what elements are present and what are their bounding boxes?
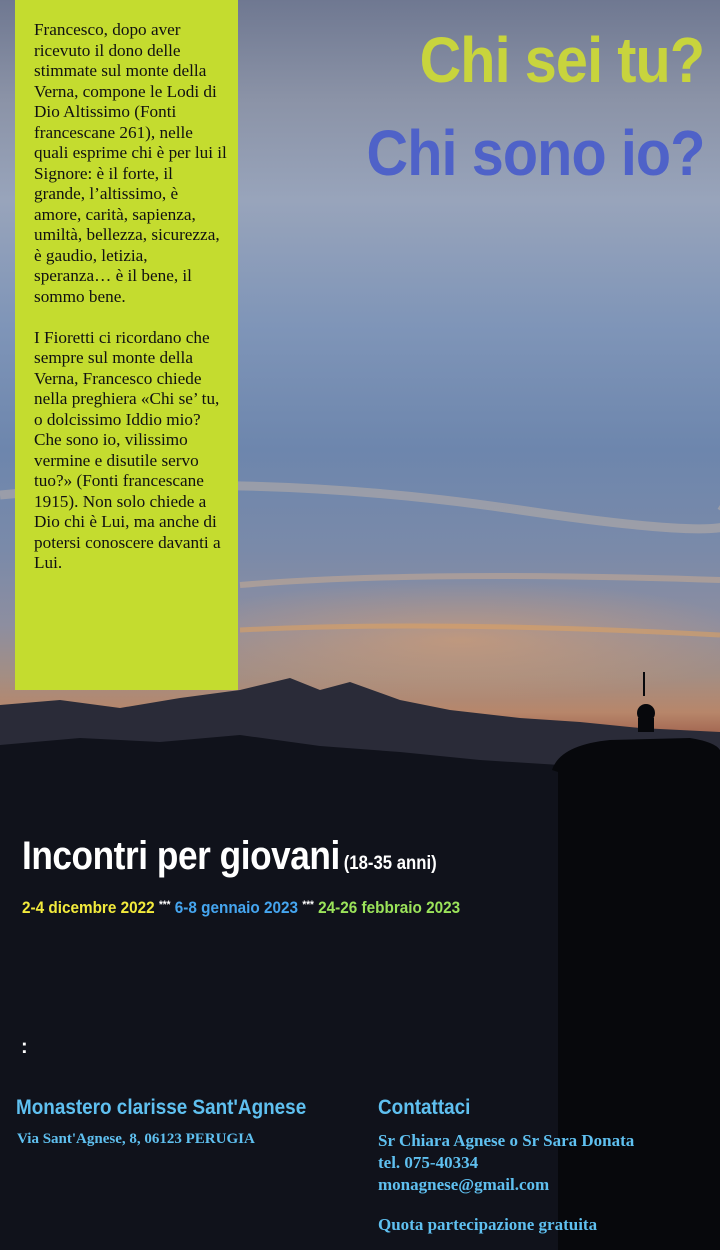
- date-3: 24-26 febbraio 2023: [318, 898, 461, 917]
- title-line-1: Chi sei tu?: [419, 24, 704, 96]
- intro-text-box: [15, 0, 238, 690]
- participation-fee: Quota partecipazione gratuita: [378, 1215, 598, 1234]
- contact-email: monagnese@gmail.com: [378, 1175, 550, 1194]
- colon-mark: :: [21, 1036, 28, 1058]
- event-heading: [22, 834, 437, 879]
- contacts-heading: Contattaci: [378, 1096, 471, 1119]
- contact-phone: tel. 075-40334: [378, 1153, 479, 1172]
- date-2: 6-8 gennaio 2023: [174, 898, 299, 917]
- monastery-address: Via Sant'Agnese, 8, 06123 PERUGIA: [17, 1131, 255, 1147]
- sunset-glow: [160, 580, 720, 700]
- monastery-name: Monastero clarisse Sant'Agnese: [16, 1096, 307, 1119]
- event-age-range: (18-35 anni): [343, 853, 437, 874]
- bell-tower-silhouette: [552, 672, 720, 1250]
- title-line-2: Chi sono io?: [366, 117, 704, 189]
- contact-names: Sr Chiara Agnese o Sr Sara Donata: [378, 1131, 635, 1150]
- intro-paragraph-2: I Fioretti ci ricordano che sempre sul monte della Verna, Francesco chiede nella preghiera «Chi se’ tu, o dolcissimo Iddio mio? Che sono io, vilissimo vermine e disutile servo tuo?» (Fonti francescane 1915). Non solo chiede a Dio chi è Lui, ma anche di potersi conoscere davanti a Lui.: [34, 327, 221, 572]
- date-separator: ***: [158, 899, 171, 911]
- event-title: Incontri per giovani: [22, 834, 340, 878]
- event-dates: [22, 898, 460, 918]
- date-1: 2-4 dicembre 2022: [22, 898, 155, 917]
- intro-paragraph-1: Francesco, dopo aver ricevuto il dono delle stimmate sul monte della Verna, compone le Lodi di Dio Altissimo (Fonti francescane 261), nelle quali esprime chi è per lui il Signore: è il forte, il grande, l’altissimo, è amore, carità, sapienza, umiltà, bellezza, sicurezza, è gaudio, letizia, speranza… è il bene, il sommo bene.: [34, 20, 227, 306]
- date-separator: ***: [302, 899, 314, 911]
